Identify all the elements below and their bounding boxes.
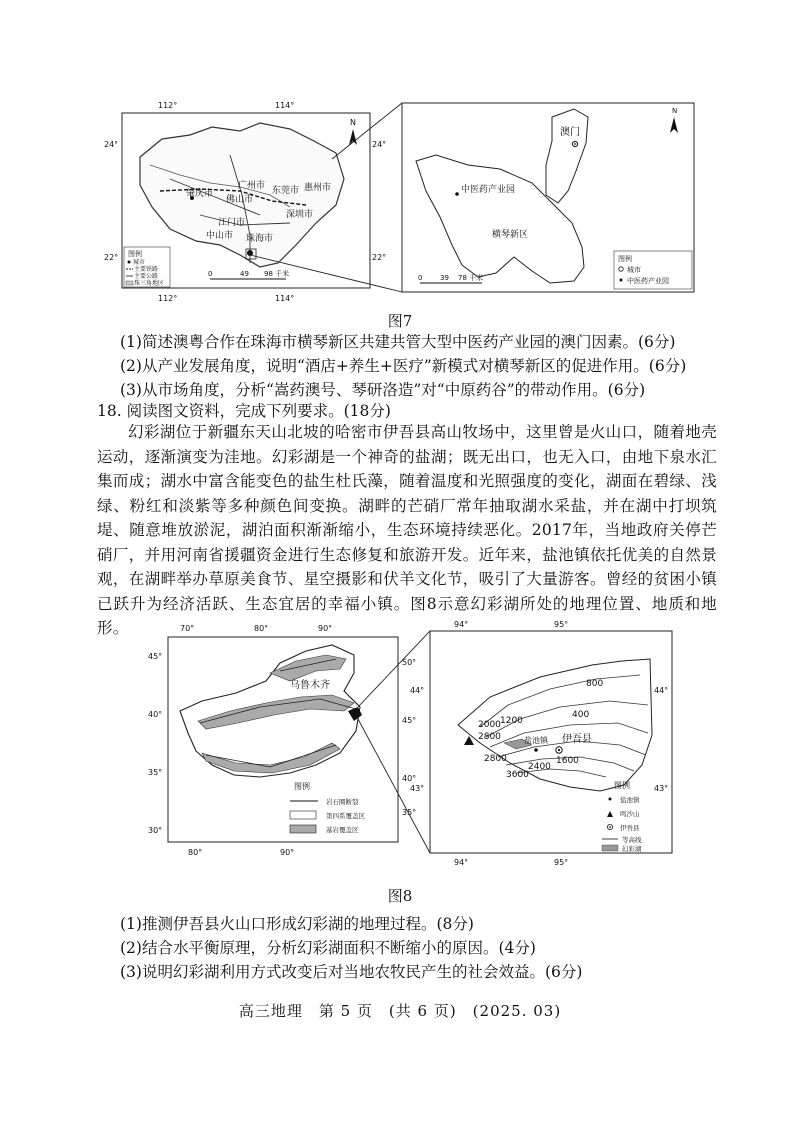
q18-part1: (1)推测伊吾县火山口形成幻彩湖的地理过程。(8分)	[120, 915, 474, 933]
q17-part1: (1)简述澳粤合作在珠海市横琴新区共建共管大型中医药产业园的澳门因素。(6分)	[120, 333, 676, 351]
contour-label: 3600	[506, 770, 529, 780]
lat-tick: 40°	[402, 774, 417, 783]
lon-tick: 114°	[275, 101, 295, 110]
contour-label: 2800	[478, 732, 501, 742]
lat-tick: 40°	[148, 710, 163, 719]
lat-tick: 50°	[402, 658, 417, 667]
q18-part2: (2)结合水平衡原理，分析幻彩湖面积不断缩小的原因。(4分)	[120, 939, 536, 957]
lon-tick: 94°	[454, 858, 469, 867]
q17-part2: (2)从产业发展角度，说明“酒店+养生+医疗”新模式对横琴新区的促进作用。(6分)	[120, 357, 687, 375]
lat-tick: 45°	[148, 652, 163, 661]
legend-title: 图例	[128, 250, 142, 258]
legend-item: 城市	[133, 259, 146, 266]
lat-tick: 24°	[372, 140, 387, 149]
figure7-caption: 图7	[387, 312, 413, 330]
page-footer: 高三地理 第 5 页 (共 6 页) (2025. 03)	[238, 1002, 562, 1020]
legend-item: 主要公路	[134, 273, 159, 280]
scale-label: 39	[440, 274, 449, 282]
city-label: 珠海市	[246, 234, 274, 244]
contour-label: 2400	[528, 762, 551, 772]
scale-label: 98 千米	[264, 270, 290, 278]
legend-item: 第四系覆盖区	[326, 812, 365, 820]
legend-item: 基岩覆盖区	[326, 826, 359, 834]
lat-tick: 43°	[654, 784, 669, 793]
city-label: 肇庆市	[186, 189, 214, 199]
q18-heading: 18. 阅读图文资料，完成下列要求。(18分)	[97, 402, 391, 420]
contour-label: 2000	[478, 720, 501, 730]
lon-tick: 112°	[158, 294, 178, 303]
figure8-maps	[140, 615, 680, 870]
contour-label: 2800	[484, 754, 507, 764]
lon-tick: 114°	[275, 294, 295, 303]
lat-tick: 30°	[148, 826, 163, 835]
q18-part3: (3)说明幻彩湖利用方式改变后对当地农牧民产生的社会效益。(6分)	[120, 963, 583, 981]
scale-label: 78 千米	[458, 274, 484, 282]
lon-tick: 80°	[254, 624, 269, 633]
lon-tick: 95°	[554, 620, 569, 629]
scale-label: 0	[418, 274, 423, 282]
scale-label: 0	[208, 270, 213, 278]
lat-tick: 22°	[104, 253, 119, 262]
city-label: 佛山市	[226, 195, 254, 205]
city-label: 中山市	[206, 231, 234, 241]
contour-label: 1200	[500, 716, 523, 726]
legend-item: 伊吾县	[620, 824, 640, 832]
figure8-caption: 图8	[387, 887, 413, 905]
city-label: 乌鲁木齐	[290, 680, 330, 691]
lat-tick: 44°	[410, 686, 425, 695]
legend-item: 岩石圈断裂	[326, 798, 359, 806]
legend-item: 幻彩湖	[622, 845, 642, 853]
legend-title: 图例	[614, 781, 630, 790]
lat-tick: 43°	[410, 784, 425, 793]
lat-tick: 45°	[402, 716, 417, 725]
lon-tick: 70°	[180, 624, 195, 633]
figure7-maps	[100, 95, 710, 310]
lat-tick: 24°	[104, 140, 119, 149]
hengqin-label: 横琴新区	[492, 230, 529, 240]
legend-item: 城市	[627, 266, 641, 274]
legend-item: 珠三角地区	[134, 280, 165, 287]
legend-title: 图例	[618, 255, 632, 263]
legend-item: 盐池镇	[620, 796, 640, 804]
lat-tick: 22°	[372, 253, 387, 262]
contour-label: 400	[572, 710, 590, 720]
lon-tick: 94°	[454, 620, 469, 629]
contour-label: 800	[586, 679, 604, 689]
north-arrow-icon	[670, 117, 678, 133]
town-label: 盐池镇	[524, 736, 548, 745]
macau-outline	[546, 109, 588, 203]
contour-label: 1600	[556, 756, 579, 766]
scale-label: 49	[240, 270, 249, 278]
city-label: 广州市	[238, 181, 266, 191]
legend-item: 等高线	[622, 836, 642, 844]
city-label: 江门市	[218, 218, 246, 228]
q18-paragraph: 幻彩湖位于新疆东天山北坡的哈密市伊吾县高山牧场中，这里曾是火山口，随着地壳运动，逐渐演变为洼地。幻彩湖是一个神奇的盐湖；既无出口，也无入口，由地下泉水汇集而成；湖水中富含能变色的盐生杜氏藻，随着温度和光照强度的变化，湖面在碧绿、浅绿、粉红和淡紫等多种颜色间变换。湖畔的芒硝厂常年抽取湖水采盐，并在湖中打坝筑堤、随意堆放淤泥，湖泊面积渐渐缩小，生态环境持续恶化。2017年，当地政府关停芒硝厂，并用河南省援疆资金进行生态修复和旅游开发。近年来，盐池镇依托优美的自然景观，在湖畔举办草原美食节、星空摄影和伏羊文化节，吸引了大量游客。曾经的贫困小镇已跃升为经济活跃、生态宜居的幸福小镇。图8示意幻彩湖所处的地理位置、地质和地形。	[97, 423, 717, 637]
lat-tick: 35°	[148, 768, 163, 777]
north-label: N	[672, 107, 678, 115]
north-label: N	[350, 118, 356, 127]
tcm-park-label: 中医药产业园	[461, 185, 516, 195]
legend-item: 鸣沙山	[620, 810, 640, 818]
city-label: 东莞市	[272, 186, 300, 196]
legend-title: 图例	[294, 782, 310, 791]
lon-tick: 90°	[318, 624, 333, 633]
lon-tick: 90°	[280, 848, 295, 857]
lat-tick: 35°	[402, 808, 417, 817]
lon-tick: 112°	[158, 101, 178, 110]
lat-tick: 44°	[654, 686, 669, 695]
lon-tick: 95°	[554, 858, 569, 867]
q17-part3: (3)从市场角度，分析“嵩药澳号、琴研洛造”对“中原药谷”的带动作用。(6分)	[120, 381, 646, 399]
macau-label: 澳门	[560, 127, 580, 138]
city-label: 深圳市	[286, 210, 314, 220]
legend-item: 主要铁路	[134, 266, 159, 273]
county-label: 伊吾县	[562, 734, 592, 745]
legend-item: 中医药产业园	[627, 277, 669, 285]
lon-tick: 80°	[188, 848, 203, 857]
city-label: 惠州市	[304, 183, 332, 193]
